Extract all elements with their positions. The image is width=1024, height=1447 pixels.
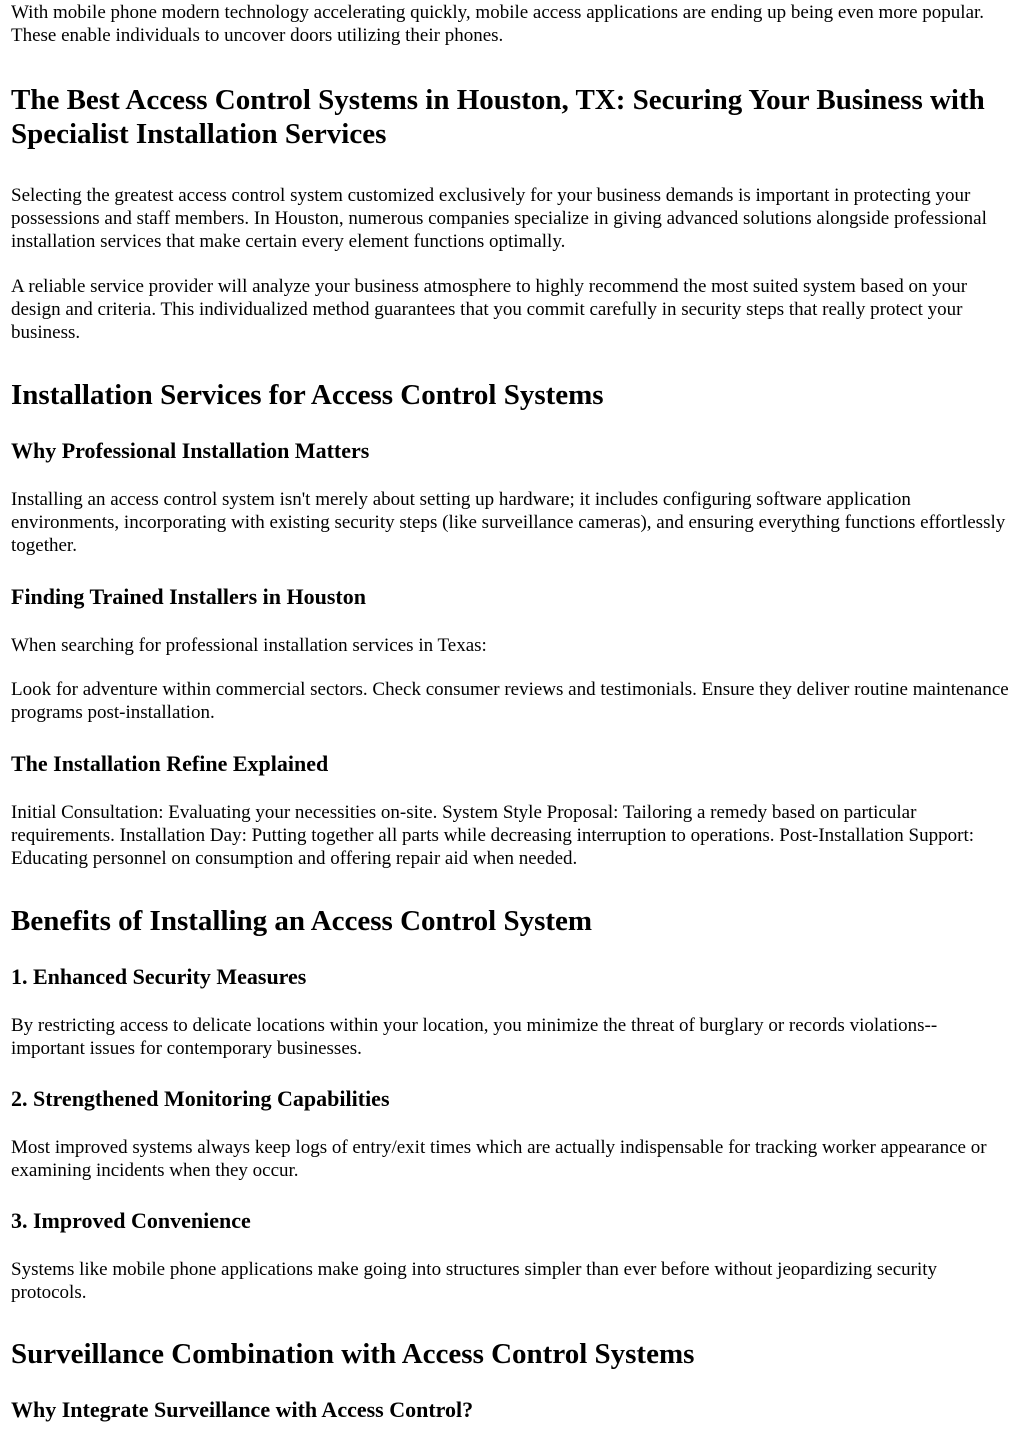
section-heading-installation-services: Installation Services for Access Control Systems xyxy=(11,379,604,411)
subheading-finding-installers: Finding Trained Installers in Houston xyxy=(11,584,366,609)
subheading-benefit-monitoring: 2. Strengthened Monitoring Capabilities xyxy=(11,1086,390,1111)
paragraph-benefit-convenience: Systems like mobile phone applications make going into structures simpler than ever before without jeopardizing security protocols. xyxy=(11,1259,938,1303)
subheading-why-professional-installation: Why Professional Installation Matters xyxy=(11,438,370,463)
subheading-why-integrate-surveillance: Why Integrate Surveillance with Access Control? xyxy=(11,1397,474,1422)
section-heading-benefits: Benefits of Installing an Access Control System xyxy=(11,905,593,937)
paragraph-installation-process: Initial Consultation: Evaluating your necessities on-site. System Style Proposal: Tailoring a remedy based on particular requirements. Installation Day: Putting together all parts while decreasing interruption to operations. Post-Installation Support: Educating personnel on consumption and offering repair aid when needed. xyxy=(11,802,974,869)
subheading-benefit-security: 1. Enhanced Security Measures xyxy=(11,964,307,989)
subheading-benefit-convenience: 3. Improved Convenience xyxy=(11,1208,251,1233)
paragraph-selecting-system: Selecting the greatest access control system customized exclusively for your business demands is important in protecting your possessions and staff members. In Houston, numerous companies specialize in giving advanced solutions alongside professional installation services that make certain every element functions optimally. xyxy=(11,185,987,252)
intro-paragraph: With mobile phone modern technology accelerating quickly, mobile access applications are ending up being even more popular. These enable individuals to uncover doors utilizing their phones. xyxy=(11,2,985,46)
paragraph-service-provider: A reliable service provider will analyze your business atmosphere to highly recommend the most suited system based on your design and criteria. This individualized method guarantees that you commit carefully in security steps that really protect your business. xyxy=(11,276,968,343)
section-heading-surveillance: Surveillance Combination with Access Control Systems xyxy=(11,1338,695,1370)
paragraph-benefit-monitoring: Most improved systems always keep logs of entry/exit times which are actually indispensable for tracking worker appearance or examining incidents when they occur. xyxy=(11,1137,987,1181)
paragraph-finding-installers: When searching for professional installation services in Texas: xyxy=(11,635,487,656)
subheading-installation-process: The Installation Refine Explained xyxy=(11,751,329,776)
section-heading-best-systems: The Best Access Control Systems in Houston, TX: Securing Your Business with Specialist Installation Services xyxy=(11,84,985,150)
paragraph-why-professional-installation: Installing an access control system isn't merely about setting up hardware; it includes configuring software application environments, incorporating with existing security steps (like surveillance cameras), and ensuring everything functions effortlessly together. xyxy=(11,489,1006,556)
paragraph-installer-tips: Look for adventure within commercial sectors. Check consumer reviews and testimonials. Ensure they deliver routine maintenance programs post-installation. xyxy=(11,679,1009,723)
article xyxy=(0,1,1024,1423)
paragraph-benefit-security: By restricting access to delicate locations within your location, you minimize the threat of burglary or records violations-- important issues for contemporary businesses. xyxy=(11,1015,938,1059)
